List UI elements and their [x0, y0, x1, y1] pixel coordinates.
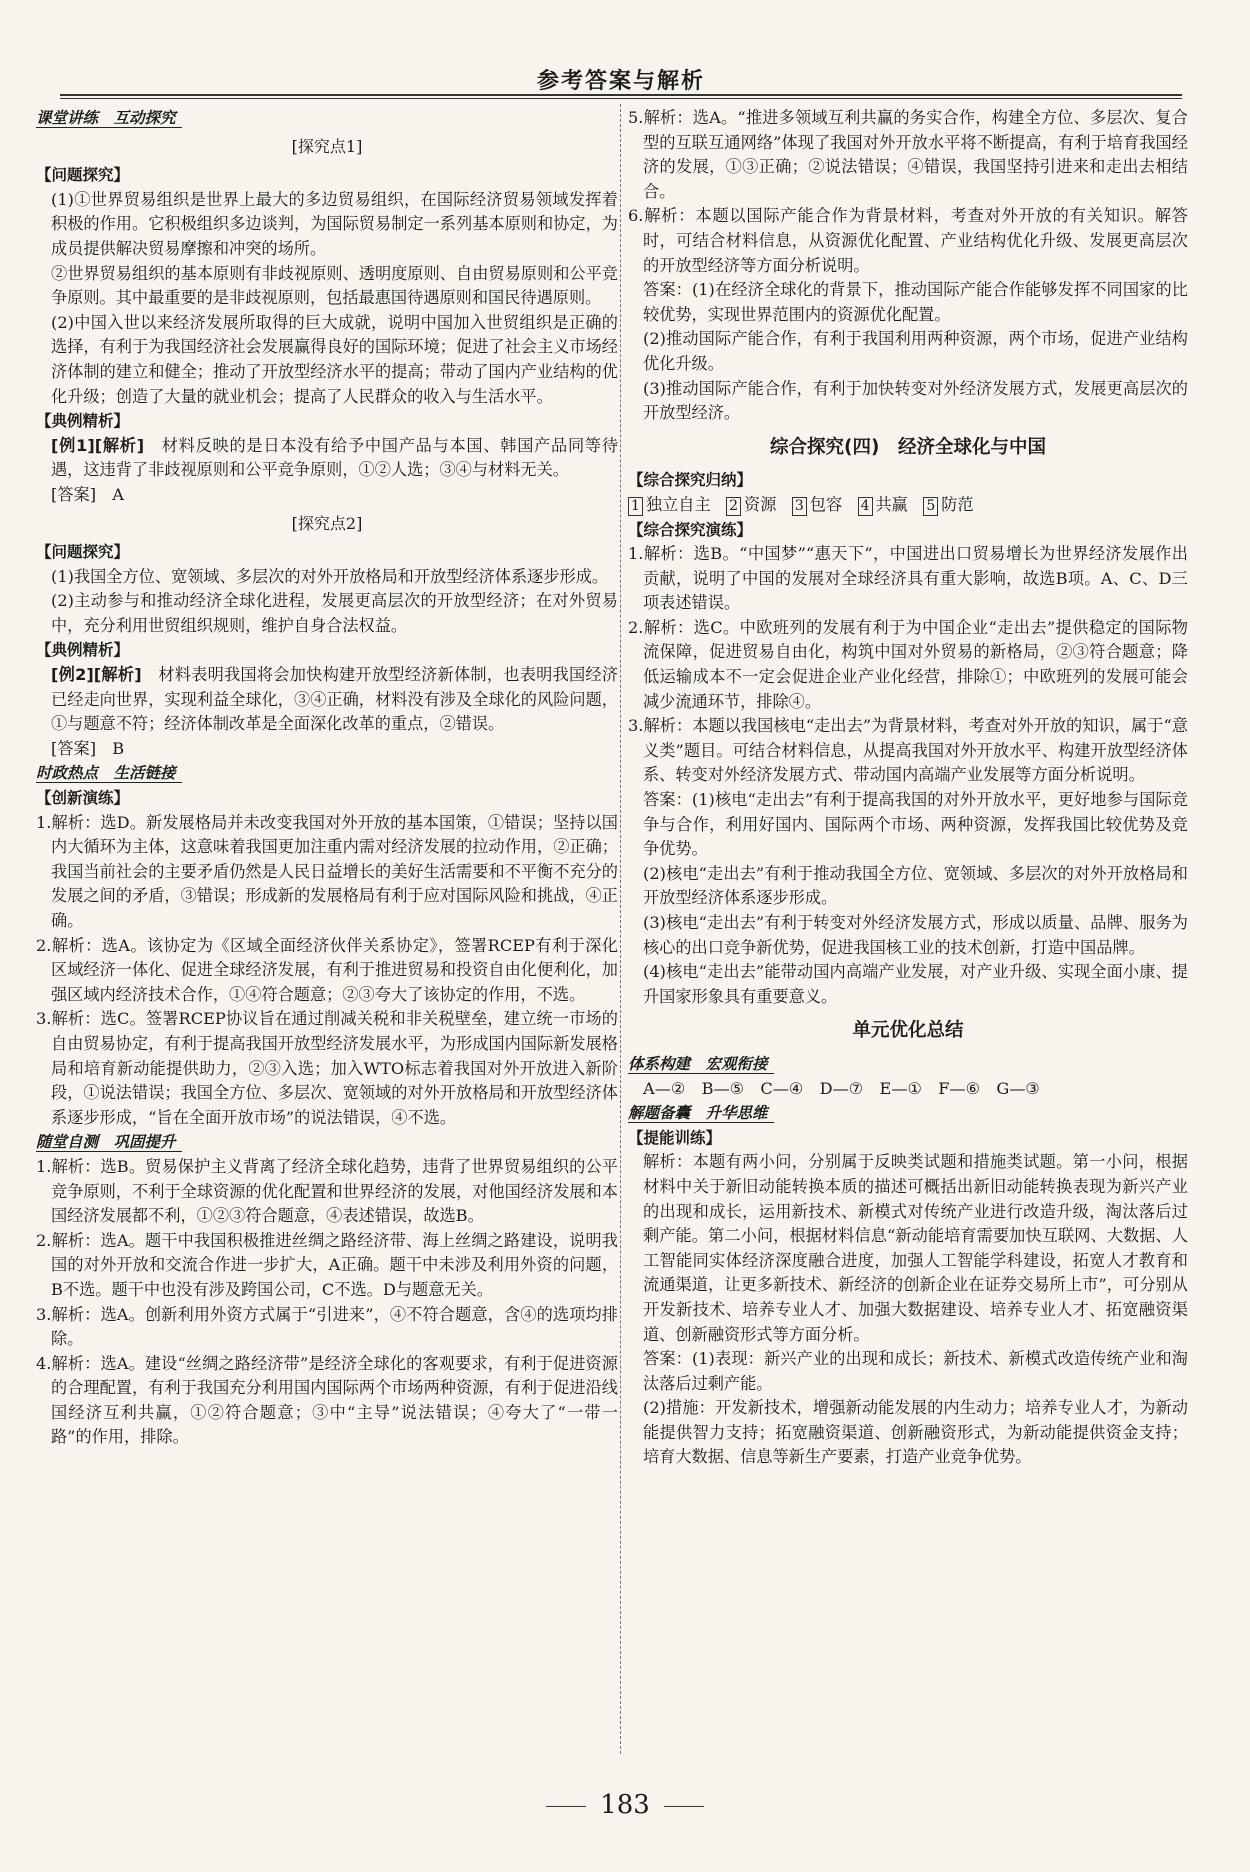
explore-point-1: [探究点1]	[291, 136, 363, 156]
summary-item-4: 共赢	[875, 494, 908, 514]
q2-part2: (2)主动参与和推动经济全球化进程，发展更高层次的开放型经济；在对外贸易中，充分利用世贸组织规则，维护自身合法权益。	[51, 591, 618, 635]
example-heading-1: 【典例精析】	[36, 412, 130, 431]
innovation-item-3: 3.解析：选C。签署RCEP协议旨在通过削减关税和非关税壁垒，建立统一市场的自由贸易协定，有利于提高我国开放型经济发展水平，为形成国内国际新发展格局和培育新动能提供助力，②③入选；加入WTO标志着我国对外开放进入新阶段，①说法错误；我国全方位、多层次、宽领域的对外开放格局和开放型经济体系逐步形成，“旨在全面开放市场”的说法错误，④不选。	[36, 1009, 618, 1127]
ability-training-heading: 【提能训练】	[628, 1128, 722, 1147]
section-title-hot-topics: 时政热点 生活链接	[36, 761, 618, 786]
page-header-title: 参考答案与解析	[536, 69, 705, 94]
section-title-classroom: 课堂讲练 互动探究	[36, 106, 618, 131]
summary-item-3: 包容	[809, 494, 843, 514]
page-number: 183	[0, 1790, 1250, 1820]
practice-item-2: 2.解析：选C。中欧班列的发展有利于为中国企业“走出去”提供稳定的国际物流保障，促进贸易自由化，构筑中国对外贸易的新格局，②③符合题意；降低运输成本不一定会促进企业产业化经营，排除①；中欧班列的发展可能会减少流通环节，排除④。	[628, 617, 1188, 711]
ability-training-answer-1: 答案：(1)表现：新兴产业的出现和成长；新技术、新模式改造传统产业和淘汰落后过剩产能。	[643, 1349, 1188, 1393]
q1-part2: ②世界贸易组织的基本原则有非歧视原则、透明度原则、自由贸易原则和公平竞争原则。其中最重要的是非歧视原则，包括最惠国待遇原则和国民待遇原则。	[51, 263, 618, 308]
summary-num-3: 3	[792, 497, 807, 516]
system-build-answers: A—② B—⑤ C—④ D—⑦ E—① F—⑥ G—③	[643, 1078, 1040, 1098]
practice-3-answer-4: (4)核电“走出去”能带动国内高端产业发展，对产业升级、实现全面小康、提升国家形象具有重要意义。	[643, 962, 1188, 1006]
self-test-item-5: 5.解析：选A。“推进多领域互利共赢的务实合作，构建全方位、多层次、复合型的互联互通网络”体现了我国对外开放水平将不断提高，有利于培育我国经济的发展，①③正确；②说法错误；④错误，我国坚持引进来和走出去相结合。	[628, 108, 1188, 201]
item-6-answer-3: (3)推动国际产能合作，有利于加快转变对外经济发展方式，发展更高层次的开放型经济。	[643, 378, 1188, 423]
answer-2: [答案] B	[51, 738, 125, 758]
problem-solving-title: 解题备囊 升华思维	[628, 1101, 1188, 1126]
innovation-item-1: 1.解析：选D。新发展格局并未改变我国对外开放的基本国策，①错误；坚持以国内大循环为主体，这意味着我国更加注重内需对经济发展的拉动作用，②正确；我国当前社会的主要矛盾仍然是人民日益增长的美好生活需要和不平衡不充分的发展之间的矛盾，③错误；形成新的发展格局有利于应对国际风险和挑战，④正确。	[36, 812, 618, 930]
ability-training-answer-2: (2)措施：开发新技术，增强新动能发展的内生动力；培养专业人才，为新动能提供智力支持；拓宽融资渠道、创新融资形式，为新动能提供资金支持；培育大数据、信息等新生产要素，打造产业竞争优势。	[643, 1398, 1188, 1467]
page-number-dash-right	[664, 1806, 704, 1807]
question-explore-heading-2: 【问题探究】	[36, 543, 130, 562]
self-test-item-6: 6.解析：本题以国际产能合作为背景材料，考查对外开放的有关知识。解答时，可结合材料信息，从资源优化配置、产业结构优化升级、发展更高层次的开放型经济等方面分析说明。	[628, 206, 1188, 275]
practice-heading: 【综合探究演练】	[628, 520, 753, 539]
ability-training-analysis: 解析：本题有两小问，分别属于反映类试题和措施类试题。第一小问，根据材料中关于新旧动能转换本质的描述可概括出新旧动能转换表现为新兴产业的出现和成长，运用新技术、新模式对传统产业进行改造升级，淘汰落后过剩产能。第二小问，根据材料信息“新动能培育需要加快互联网、大数据、人工智能同实体经济深度融合进度，加强人工智能学科建设，拓宽人才教育和流通渠道，让更多新技术、新经济的创新企业在证券交易所上市”，可分别从开发新技术、培养专业人才、加强大数据建设、培养专业人才、拓宽融资渠道、创新融资形式等方面分析。	[643, 1152, 1188, 1344]
header-rule-thin	[60, 98, 1182, 99]
summary-item-5: 防范	[941, 494, 974, 514]
self-test-item-2: 2.解析：选A。题干中我国积极推进丝绸之路经济带、海上丝绸之路建设，说明我国的对外开放和交流合作进一步扩大，A正确。题干中未涉及利用外资的问题，B不选。题干中也没有涉及跨国公司，C不选。D与题意无关。	[36, 1230, 618, 1299]
section-title-unit-summary: 单元优化总结	[852, 1020, 964, 1042]
question-explore-heading: 【问题探究】	[36, 166, 130, 185]
practice-3-answer-1: 答案：(1)核电“走出去”有利于提高我国的对外开放水平，更好地参与国际竞争与合作，利用好国内、国际两个市场、两种资源，发挥我国比较优势及竞争优势。	[643, 790, 1188, 859]
summary-items	[628, 493, 1188, 518]
example-2: [例2][解析] 材料表明我国将会加快构建开放型经济新体制，也表明我国经济已经走向世界，实现利益全球化，③④正确，材料没有涉及全球化的风险问题，①与题意不符；经济体制改革是全面深化改革的重点，②错误。	[51, 665, 619, 734]
summary-num-2: 2	[726, 497, 741, 516]
example-heading-2: 【典例精析】	[36, 641, 130, 660]
system-build-title: 体系构建 宏观衔接	[628, 1052, 1188, 1077]
self-test-item-1: 1.解析：选B。贸易保护主义背离了经济全球化趋势，违背了世界贸易组织的公平竞争原则，不利于全球资源的优化配置和世界经济的发展，对他国经济发展和本国经济发展都不利，①②③符合题意，④表述错误，故选B。	[36, 1156, 618, 1226]
practice-item-3: 3.解析：本题以我国核电“走出去”为背景材料，考查对外开放的知识，属于“意义类”题目。可结合材料信息，从提高我国对外开放水平、构建开放型经济体系、转变对外经济发展方式、带动国内高端产业发展等方面分析说明。	[628, 716, 1188, 785]
innovation-item-2: 2.解析：选A。该协定为《区域全面经济伙伴关系协定》，签署RCEP有利于深化区域经济一体化、促进全球经济发展，有利于推进贸易和投资自由化便利化，加强区域内经济技术合作，①④符合题意；②③夸大了该协定的作用，不选。	[36, 935, 618, 1004]
page-number-dash-left	[546, 1806, 586, 1807]
summary-num-1: 1	[628, 497, 643, 516]
q1-part1: (1)①世界贸易组织是世界上最大的多边贸易组织，在国际经济贸易领域发挥着积极的作用。它积极组织多边谈判，为国际贸易制定一系列基本原则和协定，为成员提供解决贸易摩擦和冲突的场所。	[51, 189, 618, 258]
practice-3-answer-2: (2)核电“走出去”有利于推动我国全方位、宽领域、多层次的对外开放格局和开放型经济体系逐步形成。	[643, 863, 1188, 908]
innovation-practice-heading: 【创新演练】	[36, 789, 130, 808]
example-1: [例1][解析] 材料反映的是日本没有给予中国产品与本国、韩国产品同等待遇，这违背了非歧视原则和公平竞争原则，①②人选；③④与材料无关。	[51, 435, 619, 480]
q2-part1: (1)我国全方位、宽领域、多层次的对外开放格局和开放型经济体系逐步形成。	[51, 566, 609, 586]
self-test-item-4: 4.解析：选A。建设“丝绸之路经济带”是经济全球化的客观要求，有利于促进资源的合理配置，有利于我国充分利用国内国际两个市场两种资源，有利于促进沿线国经济互利共赢，①②符合题意；③中“主导”说法错误；④夸大了“一带一路”的作用，排除。	[36, 1353, 618, 1447]
summary-heading: 【综合探究归纳】	[628, 471, 753, 490]
answer-1: [答案] A	[51, 484, 124, 504]
column-divider	[620, 104, 621, 1754]
header-rule	[60, 94, 1182, 96]
section-title-comprehensive-4: 综合探究(四) 经济全球化与中国	[770, 436, 1046, 458]
summary-num-5: 5	[923, 497, 938, 516]
item-6-answer-1: 答案：(1)在经济全球化的背景下，推动国际产能合作能够发挥不同国家的比较优势，实现世界范围内的资源优化配置。	[643, 280, 1188, 324]
practice-item-1: 1.解析：选B。“中国梦”“惠天下”，中国进出口贸易增长为世界经济发展作出贡献，说明了中国的发展对全球经济具有重大影响，故选B项。A、C、D三项表述错误。	[628, 544, 1188, 613]
page-header	[60, 64, 1182, 98]
summary-item-2: 资源	[744, 494, 777, 514]
summary-num-4: 4	[858, 497, 873, 516]
explore-point-2: [探究点2]	[291, 513, 363, 533]
summary-item-1: 独立自主	[645, 494, 711, 514]
practice-3-answer-3: (3)核电“走出去”有利于转变对外经济发展方式，形成以质量、品牌、服务为核心的出口竞争新优势，促进我国核工业的技术创新，打造中国品牌。	[643, 913, 1188, 957]
left-column	[36, 106, 618, 1450]
right-column	[628, 106, 1188, 1470]
q1-part3: (2)中国入世以来经济发展所取得的巨大成就，说明中国加入世贸组织是正确的选择，有利于为我国经济社会发展赢得良好的国际环境；促进了社会主义市场经济体制的建立和健全；推动了开放型经济水平的提高；带动了国内产业结构的优化升级；创造了大量的就业机会；提高了人民群众的收入与生活水平。	[51, 312, 618, 406]
section-title-self-test: 随堂自测 巩固提升	[36, 1130, 618, 1155]
item-6-answer-2: (2)推动国际产能合作，有利于我国利用两种资源，两个市场，促进产业结构优化升级。	[643, 329, 1188, 373]
self-test-item-3: 3.解析：选A。创新利用外资方式属于“引进来”，④不符合题意，含④的选项均排除。	[36, 1304, 618, 1349]
